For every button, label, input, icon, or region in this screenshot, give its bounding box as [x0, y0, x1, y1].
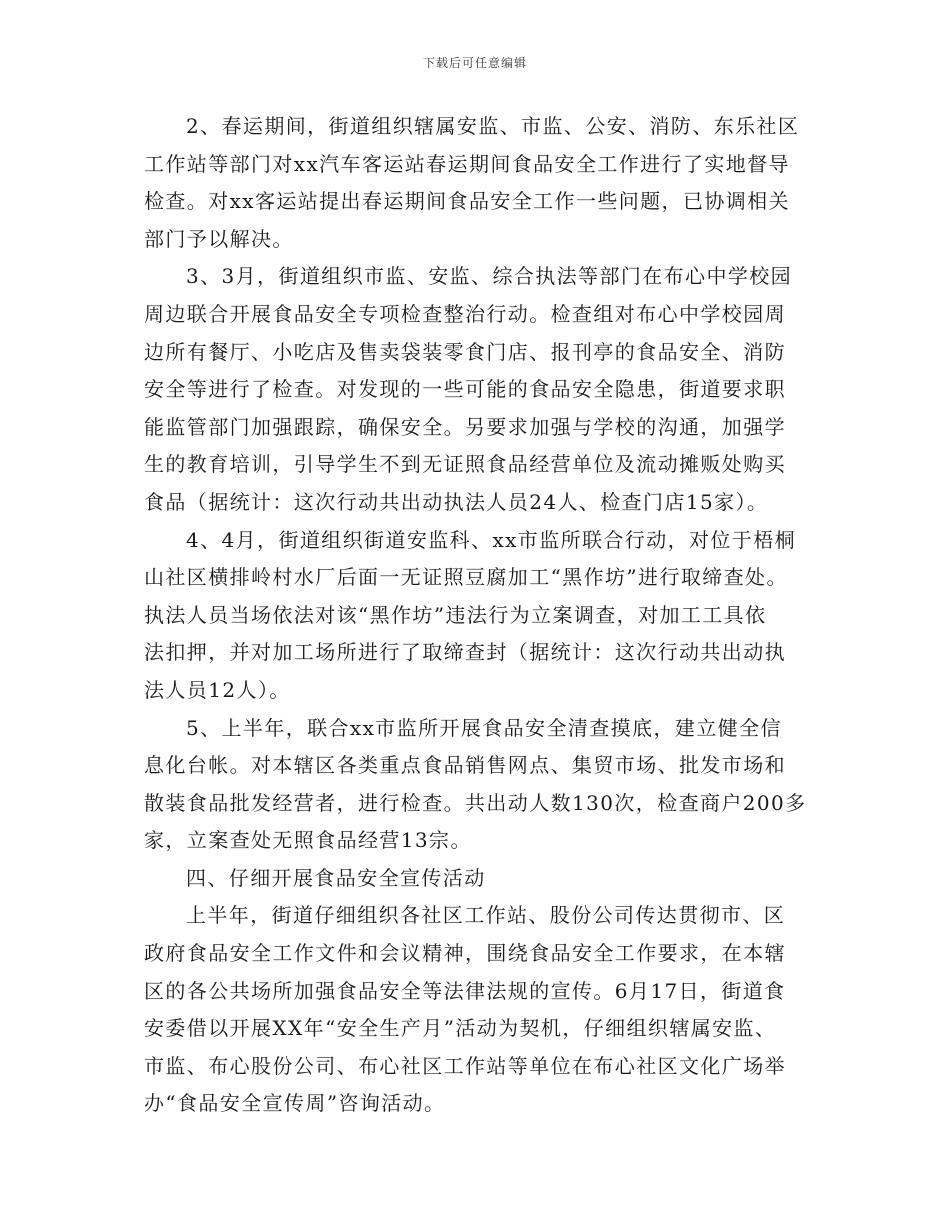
text-line: 办“食品安全宣传周”咨询活动。 [144, 1091, 446, 1116]
text-line: 散装食品批发经营者，进行检查。共出动人数130次，检查商户200多 [144, 790, 807, 815]
text-line: 边所有餐厅、小吃店及售卖袋装零食门店、报刊亭的食品安全、消防 [144, 339, 786, 364]
text-line: 食品（据统计：这次行动共出动执法人员24人、检查门店15家）。 [144, 489, 769, 514]
page-header: 下载后可任意编辑 [422, 56, 527, 70]
text-line: 2、春运期间，街道组织辖属安监、市监、公安、消防、东乐社区 [186, 114, 800, 138]
text-line: 市监、布心股份公司、布心社区工作站等单位在布心社区文化广场举 [144, 1053, 786, 1078]
text-line: 安委借以开展XX年“安全生产月”活动为契机，仔细组织辖属安监、 [144, 1016, 777, 1041]
text-line: 生的教育培训，引导学生不到无证照食品经营单位及流动摊贩处购买 [144, 452, 786, 477]
text-line: 上半年，街道仔细组织各社区工作站、股份公司传达贯彻市、区 [186, 903, 786, 928]
text-line: 家，立案查处无照食品经营13宗。 [144, 828, 472, 853]
text-line: 安全等进行了检查。对发现的一些可能的食品安全隐患，街道要求职 [144, 377, 786, 402]
text-line: 息化台帐。对本辖区各类重点食品销售网点、集贸市场、批发市场和 [144, 753, 786, 778]
text-line: 工作站等部门对xx汽车客运站春运期间食品安全工作进行了实地督导 [144, 151, 790, 176]
text-line: 周边联合开展食品安全专项检查整治行动。检查组对布心中学校园周 [144, 301, 786, 326]
text-line: 检查。对xx客运站提出春运期间食品安全工作一些问题，已协调相关 [144, 189, 790, 214]
text-line: 法扣押，并对加工场所进行了取缔查封（据统计：这次行动共出动执 [144, 640, 786, 665]
text-line: 区的各公共场所加强食品安全等法律法规的宣传。6月17日，街道食 [144, 978, 786, 1003]
document-body [144, 108, 816, 1123]
text-line: 山社区横排岭村水厂后面一无证照豆腐加工“黑作坊”进行取缔查处。 [144, 565, 788, 590]
text-line: 法人员12人）。 [144, 677, 291, 702]
text-line: 5、上半年，联合xx市监所开展食品安全清查摸底，建立健全信 [186, 715, 782, 740]
text-line: 能监管部门加强跟踪，确保安全。另要求加强与学校的沟通，加强学 [144, 414, 786, 439]
text-line: 4、4月，街道组织街道安监科、xx市监所联合行动，对位于梧桐 [186, 527, 797, 552]
text-line: 政府食品安全工作文件和会议精神，围绕食品安全工作要求，在本辖 [144, 941, 786, 966]
text-line: 四、仔细开展食品安全宣传活动 [186, 865, 486, 890]
text-line: 执法人员当场依法对该“黑作坊”违法行为立案调查，对加工工具依 [144, 602, 767, 627]
text-line: 3、3月，街道组织市监、安监、综合执法等部门在布心中学校园 [186, 264, 793, 289]
text-line: 部门予以解决。 [144, 226, 294, 251]
